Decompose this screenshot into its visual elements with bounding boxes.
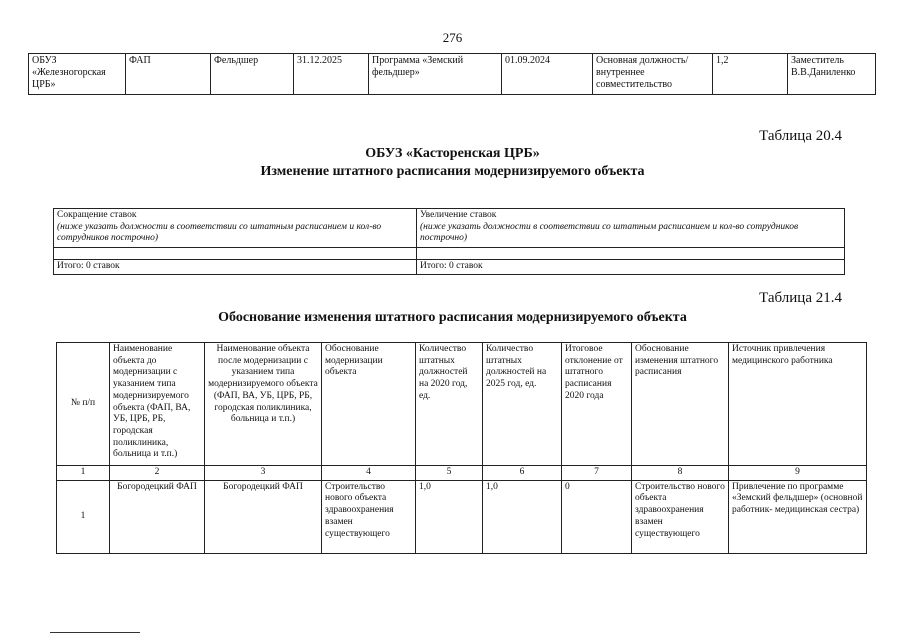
- header-cell: Обоснование изменения штатного расписания: [632, 343, 729, 466]
- justification-table: [56, 342, 867, 554]
- table-row: [29, 54, 876, 95]
- date-end-cell: 31.12.2025: [294, 54, 369, 95]
- header-cell: Итоговое отклонение от штатного расписания 2020 года: [562, 343, 632, 466]
- job-type-cell: Основная должность/внутреннее совместительство: [593, 54, 713, 95]
- deviation: 0: [562, 480, 632, 553]
- footer-divider: [50, 632, 140, 633]
- column-number: 6: [483, 466, 562, 481]
- header-cell: Наименование объекта до модернизации с указанием типа модернизируемого объекта (ФАП, ВА, УБ, ЦРБ, РБ, городская поликлиника, больница и т.п.): [110, 343, 205, 466]
- increase-total: Итого: 0 ставок: [417, 260, 845, 275]
- staff-2025: 1,0: [483, 480, 562, 553]
- column-number: 8: [632, 466, 729, 481]
- page-number: 276: [442, 30, 463, 45]
- column-number: 3: [205, 466, 322, 481]
- table21-label: Таблица 21.4: [759, 290, 842, 306]
- empty-cell: [54, 248, 417, 260]
- table20-label: Таблица 20.4: [759, 128, 842, 144]
- table20-title: Изменение штатного расписания модернизируемого объекта: [260, 164, 645, 179]
- change-reason: Строительство нового объекта здравоохранения взамен существующего: [632, 480, 729, 553]
- column-number: 9: [729, 466, 867, 481]
- header-cell: Обоснование модернизации объекта: [322, 343, 416, 466]
- table-row: [54, 260, 845, 275]
- column-number: 1: [57, 466, 110, 481]
- header-cell: Наименование объекта после модернизации с указанием типа модернизируемого объекта (ФАП, ВА, УБ, ЦРБ, РБ, городская поликлиника, больница и т.п.): [205, 343, 322, 466]
- unit-cell: ФАП: [126, 54, 211, 95]
- reduction-header-cell: [54, 209, 417, 248]
- rate-cell: 1,2: [713, 54, 788, 95]
- column-number: 7: [562, 466, 632, 481]
- staff-2020: 1,0: [416, 480, 483, 553]
- header-cell: Количество штатных должностей на 2020 год, ед.: [416, 343, 483, 466]
- table-row: [54, 209, 845, 248]
- org-title: ОБУЗ «Касторенская ЦРБ»: [365, 146, 540, 161]
- reduction-note: (ниже указать должности в соответствии со штатным расписанием и кол-во сотрудников построчно): [57, 221, 382, 243]
- column-number: 5: [416, 466, 483, 481]
- approver-cell: Заместитель В.В.Даниленко: [788, 54, 876, 95]
- worker-source: Привлечение по программе «Земский фельдшер» (основной работник- медицинская сестра): [729, 480, 867, 553]
- row-number: 1: [57, 480, 110, 553]
- object-before: Богородецкий ФАП: [110, 480, 205, 553]
- modernization-reason: Строительство нового объекта здравоохранения взамен существующего: [322, 480, 416, 553]
- column-number: 4: [322, 466, 416, 481]
- header-cell: Источник привлечения медицинского работника: [729, 343, 867, 466]
- object-after: Богородецкий ФАП: [205, 480, 322, 553]
- column-number: 2: [110, 466, 205, 481]
- header-cell: Количество штатных должностей на 2025 год, ед.: [483, 343, 562, 466]
- reduction-header: Сокращение ставок: [57, 210, 137, 220]
- org-cell: ОБУЗ «Железногорская ЦРБ»: [29, 54, 126, 95]
- header-cell: № п/п: [57, 343, 110, 466]
- increase-note: (ниже указать должности в соответствии со штатным расписанием и кол-во сотрудников построчно): [420, 221, 799, 243]
- top-continuation-table: [28, 53, 876, 95]
- increase-header-cell: [417, 209, 845, 248]
- reduction-total: Итого: 0 ставок: [54, 260, 417, 275]
- increase-header: Увеличение ставок: [420, 210, 497, 220]
- staff-change-table: [53, 208, 845, 275]
- position-cell: Фельдшер: [211, 54, 294, 95]
- empty-cell: [417, 248, 845, 260]
- table21-title: Обоснование изменения штатного расписания модернизируемого объекта: [218, 310, 687, 325]
- table-row: [54, 248, 845, 260]
- column-number-row: [57, 466, 867, 481]
- date-start-cell: 01.09.2024: [502, 54, 593, 95]
- table-header-row: [57, 343, 867, 466]
- table-row: [57, 480, 867, 553]
- program-cell: Программа «Земский фельдшер»: [369, 54, 502, 95]
